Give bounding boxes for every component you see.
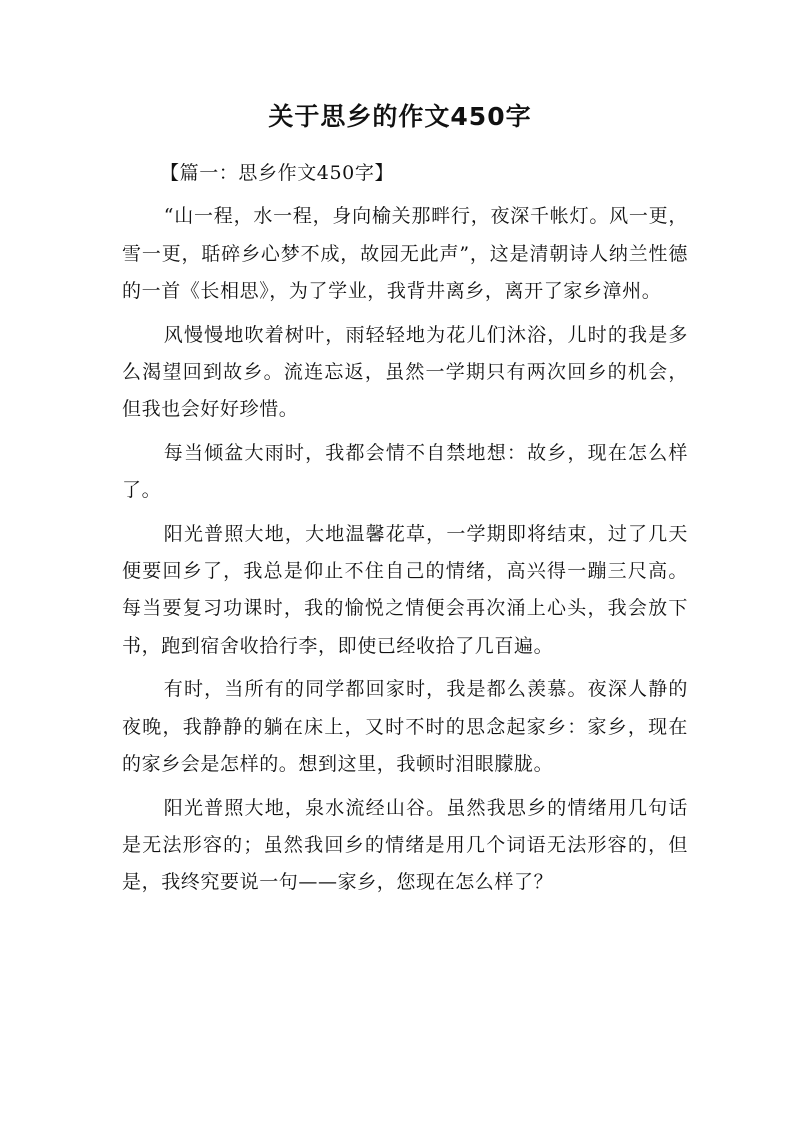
paragraph: 有时，当所有的同学都回家时，我是都么羡慕。夜深人静的夜晚，我静静的躺在床上，又时不时的思念起家乡：家乡，现在的家乡会是怎样的。想到这里，我顿时泪眼朦胧。 [122,678,688,776]
paragraph: “山一程，水一程，身向榆关那畔行，夜深千帐灯。风一更，雪一更，聒碎乡心梦不成，故园无此声”，这是清朝诗人纳兰性德的一首《长相思》，为了学业，我背井离乡，离开了家乡漳州。 [122,205,688,303]
paragraph: 风慢慢地吹着树叶，雨轻轻地为花儿们沐浴，儿时的我是多么渴望回到故乡。流连忘返，虽然一学期只有两次回乡的机会，但我也会好好珍惜。 [122,323,688,421]
paragraph: 阳光普照大地，大地温馨花草，一学期即将结束，过了几天便要回乡了，我总是仰止不住自己的情绪，高兴得一蹦三尺高。每当要复习功课时，我的愉悦之情便会再次涌上心头，我会放下书，跑到宿舍收拾行李，即使已经收拾了几百遍。 [122,522,688,657]
document-title: 关于思乡的作文450字 [268,102,532,131]
paragraph: 每当倾盆大雨时，我都会情不自禁地想：故乡，现在怎么样了。 [122,441,688,502]
section-heading: 【篇一：思乡作文450字】 [160,162,395,184]
document-body [122,155,688,902]
paragraph: 阳光普照大地，泉水流经山谷。虽然我思乡的情绪用几句话是无法形容的；虽然我回乡的情绪是用几个词语无法形容的，但是，我终究要说一句——家乡，您现在怎么样了？ [122,796,688,894]
